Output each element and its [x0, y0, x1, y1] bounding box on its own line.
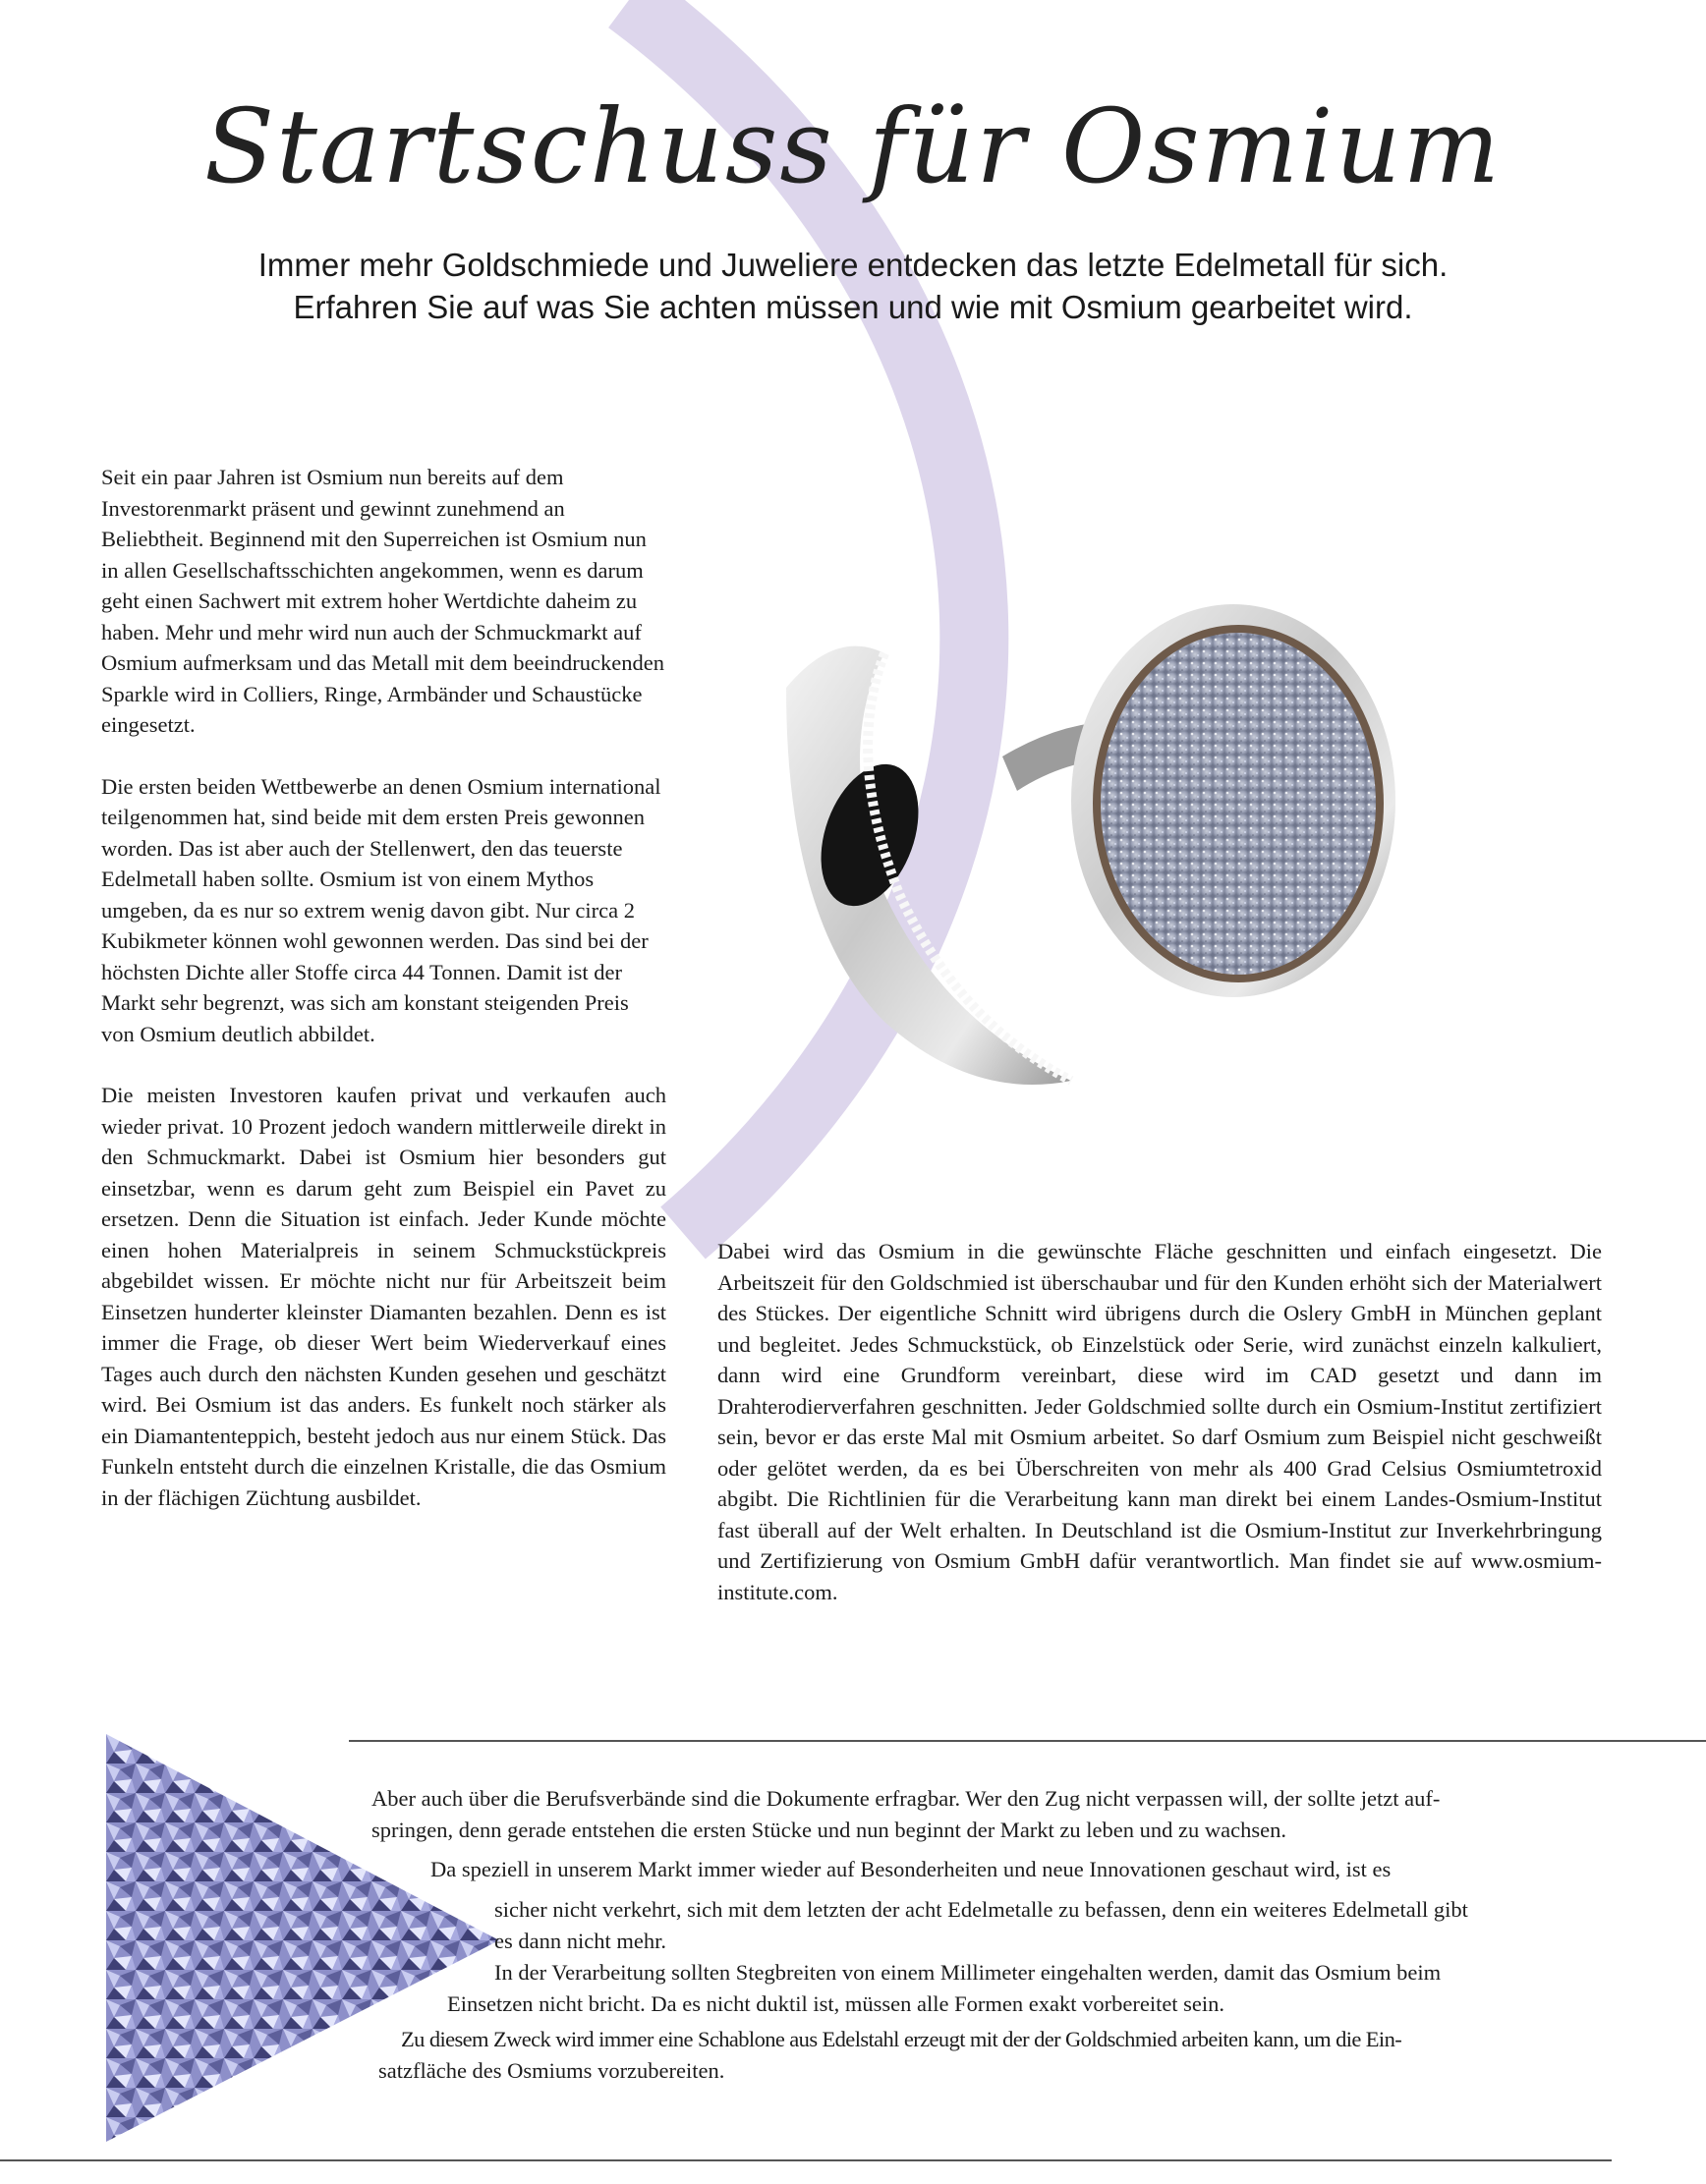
left-column: [101, 462, 666, 1513]
text-line: Aber auch über die Berufsverbände sind die Dokumente erfragbar. Wer den Zug nicht verpassen will, der sollte jetzt auf-: [371, 1786, 1441, 1811]
osmium-ring-photo: [776, 589, 1395, 1140]
paragraph: Dabei wird das Osmium in die gewünschte Fläche geschnitten und einfach eingesetzt. Die Arbeitszeit für den Goldschmied ist überschaubar und für den Kunden erhöht sich der Materialwert des Stückes. Der eigentliche Schnitt wird übrigens durch die Oslery GmbH in München geplant und begleitet. Jedes Schmuckstück, ob Einzelstück oder Serie, wird zunächst einzeln kalkuliert, dann wird eine Grundform vereinbart, diese wird im CAD gesetzt und dann im Drahterodierverfahren geschnitten. Jeder Goldschmied sollte durch ein Osmium-Institut zertifiziert sein, bevor er das erste Mal mit Osmium arbeitet. So darf Osmium zum Beispiel nicht geschweißt oder gelötet werden, da es bei Überschreiten von mehr als 400 Grad Celsius Osmiumtetroxid abgibt. Die Richtlinien für die Verarbeitung kann man direkt bei einem Landes-Osmium-Institut fast überall auf der Welt erhalten. In Deutschland ist die Osmium-Institut zur Inverkehrbringung und Zertifizierung von Osmium GmbH dafür verantwortlich. Man findet sie auf www.osmium-institute.com.: [717, 1239, 1602, 1604]
text-line: satzfläche des Osmiums vorzubereiten.: [378, 2058, 725, 2083]
text-line: es dann nicht mehr.: [494, 1929, 666, 1953]
text-line: Einsetzen nicht bricht. Da es nicht duktil ist, müssen alle Formen exakt vorbereitet sein.: [447, 1991, 1225, 2016]
divider-rule: [349, 1740, 1706, 1742]
subtitle: [0, 244, 1706, 328]
text-line: sicher nicht verkehrt, sich mit dem letzten der acht Edelmetalle zu befassen, denn ein weiteres Edelmetall gibt: [494, 1897, 1468, 1922]
divider-rule: [0, 2159, 1612, 2161]
paragraph: Die ersten beiden Wettbewerbe an denen Osmium international teilgenommen hat, sind beide mit dem ersten Preis gewonnen worden. Das ist aber auch der Stellenwert, den das teuerste Edelmetall haben sollte. Osmium ist von einem Mythos umgeben, da es nur so extrem wenig davon gibt. Nur circa 2 Kubikmeter können wohl gewonnen werden. Das sind bei der höchsten Dichte aller Stoffe circa 44 Tonnen. Damit ist der Markt sehr begrenzt, was sich am konstant steigenden Preis von Osmium deutlich abbildet.: [101, 773, 661, 1046]
text-line: In der Verarbeitung sollten Stegbreiten von einem Millimeter eingehalten werden, damit das Osmium beim: [494, 1960, 1442, 1985]
subtitle-line: Erfahren Sie auf was Sie achten müssen und wie mit Osmium gearbeitet wird.: [293, 289, 1413, 325]
text-line: Da speziell in unserem Markt immer wieder auf Besonderheiten und neue Innovationen geschaut wird, ist es: [430, 1857, 1392, 1881]
text-line: Zu diesem Zweck wird immer eine Schablone aus Edelstahl erzeugt mit der der Goldschmied arbeiten kann, um die Ein-: [401, 2027, 1402, 2051]
subtitle-line: Immer mehr Goldschmiede und Juweliere entdecken das letzte Edelmetall für sich.: [257, 247, 1449, 283]
text-line: springen, denn gerade entstehen die ersten Stücke und nun beginnt der Markt zu leben und zu wachsen.: [371, 1818, 1286, 1842]
paragraph: Die meisten Investoren kaufen privat und verkaufen auch wieder privat. 10 Prozent jedoch wandern mittlerweile direkt in den Schmuckmarkt. Dabei ist Osmium hier besonders gut einsetzbar, wenn es darum geht zum Beispiel ein Pavet zu ersetzen. Denn die Situation ist einfach. Jeder Kunde möchte einen hohen Materialpreis in seinem Schmuckstückpreis abgebildet wissen. Er möchte nicht nur für Arbeitszeit beim Einsetzen hunderter kleinster Diamanten bezahlen. Denn es ist immer die Frage, ob dieser Wert beim Wiederverkauf eines Tages auch durch den nächsten Kunden gesehen und geschätzt wird. Bei Osmium ist das anders. Es funkelt noch stärker als ein Diamantenteppich, besteht jedoch aus nur einem Stück. Das Funkeln entsteht durch die einzelnen Kristalle, die das Osmium in der flächigen Züchtung ausbildet.: [101, 1083, 666, 1510]
paragraph: Seit ein paar Jahren ist Osmium nun bereits auf dem Investorenmarkt präsent und gewinnt zunehmend an Beliebtheit. Beginnend mit den Superreichen ist Osmium nun in allen Gesellschaftsschichten angekommen, wenn es darum geht einen Sachwert mit extrem hoher Wertdichte daheim zu haben. Mehr und mehr wird nun auch der Schmuckmarkt auf Osmium aufmerksam und das Metall mit dem beeindruckenden Sparkle wird in Colliers, Ringe, Armbänder und Schaustücke eingesetzt.: [101, 465, 664, 737]
right-column: [717, 1236, 1602, 1638]
page-title: Startschuss für Osmium: [203, 86, 1503, 206]
